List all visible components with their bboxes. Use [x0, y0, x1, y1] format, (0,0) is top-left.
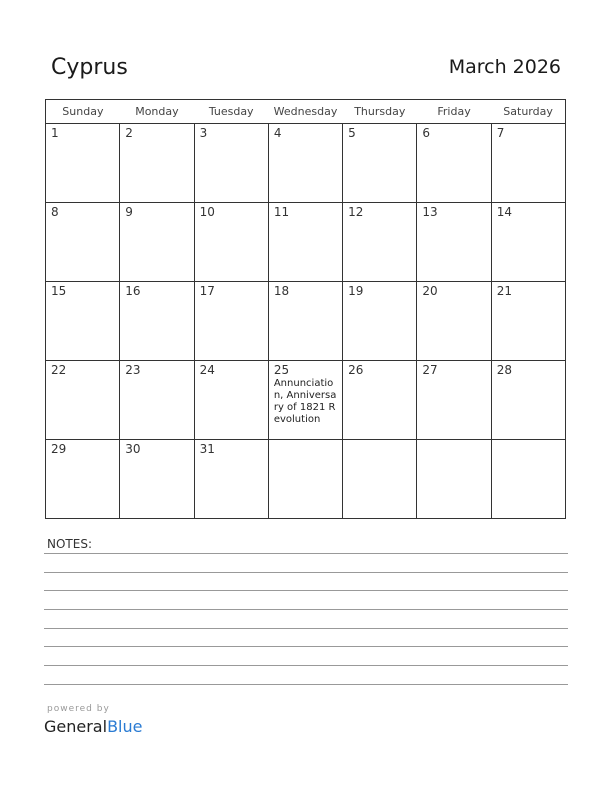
notes-label: NOTES: — [47, 537, 92, 551]
note-line — [44, 628, 568, 629]
weekday-wednesday: Wednesday — [268, 100, 342, 124]
day-number: 22 — [51, 363, 67, 377]
day-number: 29 — [51, 442, 67, 456]
day-cell[interactable] — [120, 124, 194, 203]
day-cell[interactable] — [268, 440, 342, 519]
week-row — [46, 282, 566, 361]
day-number: 18 — [273, 284, 290, 298]
day-cell[interactable] — [417, 440, 491, 519]
generalblue-logo[interactable] — [44, 717, 142, 736]
day-cell[interactable] — [194, 282, 268, 361]
day-cell[interactable] — [491, 282, 565, 361]
day-cell[interactable] — [46, 440, 120, 519]
day-number: 11 — [273, 205, 290, 219]
day-cell[interactable] — [120, 282, 194, 361]
day-cell[interactable] — [268, 361, 342, 440]
note-line — [44, 590, 568, 591]
weekday-thursday: Thursday — [343, 100, 417, 124]
day-number: 25 — [273, 363, 290, 377]
note-line — [44, 609, 568, 610]
week-row — [46, 440, 566, 519]
day-number: 26 — [348, 363, 364, 377]
day-cell[interactable] — [194, 124, 268, 203]
day-number: 6 — [422, 126, 431, 140]
weekday-sunday: Sunday — [46, 100, 120, 124]
country-title: Cyprus — [51, 55, 128, 80]
day-cell[interactable] — [343, 361, 417, 440]
day-number: 7 — [496, 126, 505, 140]
weekday-saturday: Saturday — [491, 100, 565, 124]
note-line — [44, 665, 568, 666]
day-number: 31 — [199, 442, 215, 456]
note-line — [44, 684, 568, 685]
day-cell[interactable] — [46, 124, 120, 203]
day-cell[interactable] — [491, 124, 565, 203]
day-number: 28 — [496, 363, 512, 377]
day-number: 1 — [51, 126, 59, 140]
day-cell[interactable] — [46, 361, 120, 440]
week-row — [46, 124, 566, 203]
powered-by-text: powered by — [47, 704, 110, 714]
day-number: 14 — [496, 205, 512, 219]
note-line — [44, 553, 568, 554]
day-cell[interactable] — [268, 282, 342, 361]
day-number: 16 — [125, 284, 141, 298]
day-cell[interactable] — [194, 440, 268, 519]
day-cell[interactable] — [46, 203, 120, 282]
note-line — [44, 572, 568, 573]
day-cell[interactable] — [491, 203, 565, 282]
day-cell[interactable] — [417, 124, 491, 203]
day-number: 15 — [51, 284, 67, 298]
day-cell[interactable] — [491, 440, 565, 519]
holiday-label: Annunciation, Anniversary of 1821 Revolution — [273, 378, 337, 425]
day-number: 12 — [348, 205, 364, 219]
day-number: 9 — [125, 205, 133, 219]
note-line — [44, 646, 568, 647]
day-cell[interactable] — [268, 203, 342, 282]
day-cell[interactable] — [417, 282, 491, 361]
day-number: 5 — [348, 126, 356, 140]
day-number: 3 — [199, 126, 208, 140]
day-number: 30 — [125, 442, 141, 456]
day-cell[interactable] — [343, 440, 417, 519]
day-cell[interactable] — [194, 203, 268, 282]
day-number: 8 — [51, 205, 59, 219]
weekday-tuesday: Tuesday — [194, 100, 268, 124]
week-row — [46, 361, 566, 440]
day-cell[interactable] — [417, 203, 491, 282]
day-cell[interactable] — [120, 203, 194, 282]
weekday-monday: Monday — [120, 100, 194, 124]
day-number: 2 — [125, 126, 133, 140]
day-cell[interactable] — [268, 124, 342, 203]
day-number: 20 — [422, 284, 438, 298]
day-number: 23 — [125, 363, 141, 377]
day-number: 19 — [348, 284, 364, 298]
day-number: 21 — [496, 284, 512, 298]
weekday-header-row — [46, 100, 566, 124]
day-number: 10 — [199, 205, 215, 219]
day-cell[interactable] — [120, 440, 194, 519]
day-cell[interactable] — [343, 282, 417, 361]
day-cell[interactable] — [120, 361, 194, 440]
logo-general: General — [44, 717, 108, 736]
day-cell[interactable] — [343, 124, 417, 203]
logo-blue: Blue — [107, 717, 143, 736]
day-number: 24 — [199, 363, 215, 377]
weekday-friday: Friday — [417, 100, 491, 124]
month-title: March 2026 — [448, 56, 561, 78]
day-number: 4 — [273, 126, 282, 140]
day-cell[interactable] — [194, 361, 268, 440]
calendar-grid — [45, 99, 566, 519]
week-row — [46, 203, 566, 282]
day-number: 17 — [199, 284, 215, 298]
day-number: 27 — [422, 363, 438, 377]
day-cell[interactable] — [491, 361, 565, 440]
day-cell[interactable] — [343, 203, 417, 282]
day-number: 13 — [422, 205, 438, 219]
day-cell[interactable] — [46, 282, 120, 361]
day-cell[interactable] — [417, 361, 491, 440]
